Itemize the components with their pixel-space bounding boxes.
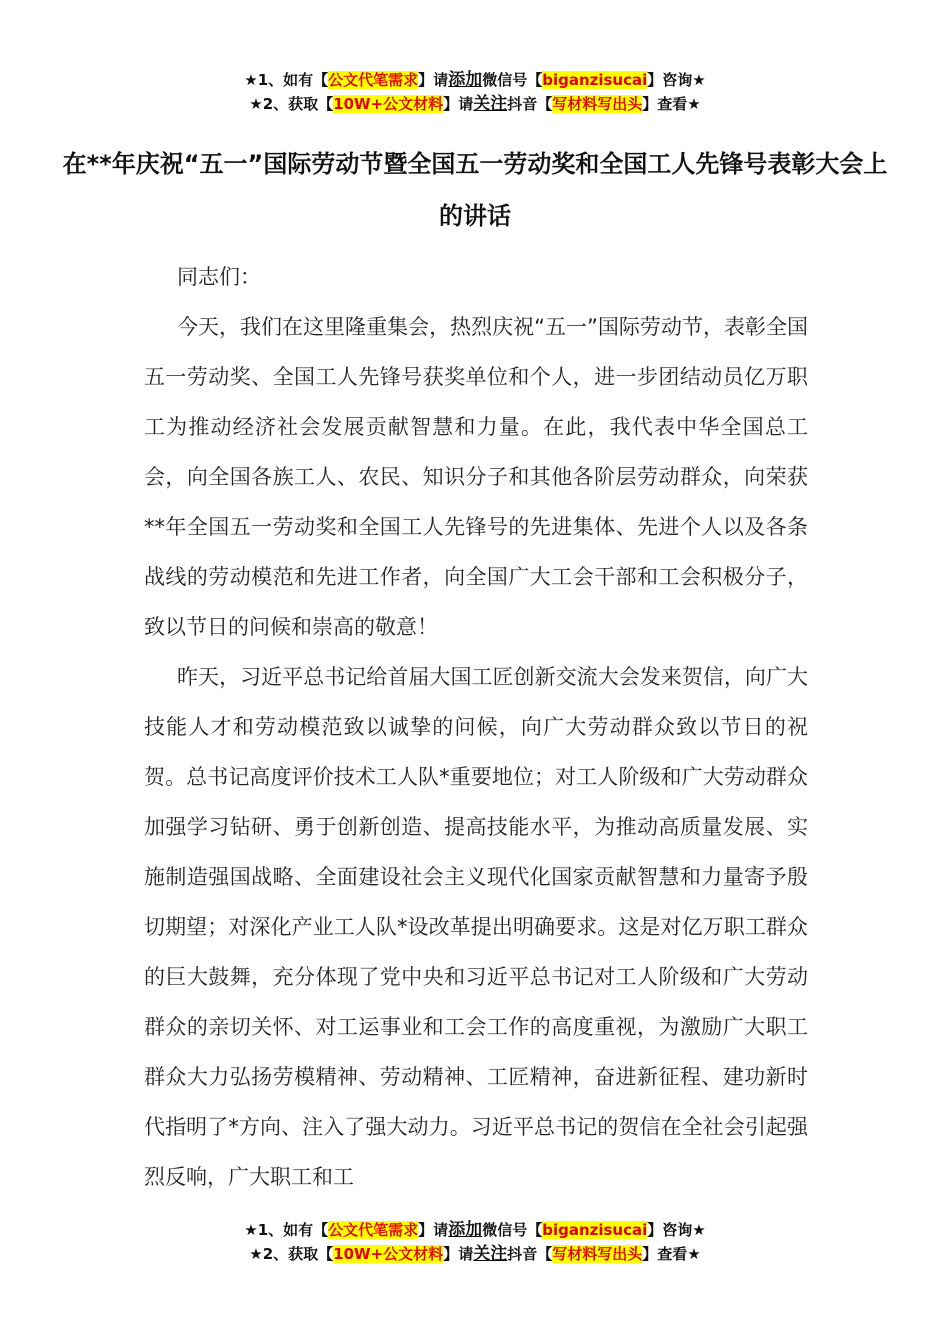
banner-emphasis: 关注 [473,1244,508,1264]
banner-highlight: 公文代笔需求 [328,71,419,89]
banner-emphasis: 关注 [473,94,508,114]
banner-text: 】请 [418,1221,449,1239]
banner-text: 】咨询★ [647,1221,706,1239]
banner-line-1 [0,68,950,92]
banner-highlight: 10W+公文材料 [333,95,444,113]
banner-text: 微信号【 [482,1221,543,1239]
banner-text: 】请 [443,1245,474,1263]
banner-line-1 [0,1218,950,1242]
salutation: 同志们： [177,265,261,289]
banner-text: 】咨询★ [647,71,706,89]
banner-highlight: 公文代笔需求 [328,1221,419,1239]
banner-text: 微信号【 [482,71,543,89]
banner-text: 】查看★ [642,95,701,113]
banner-text: 】查看★ [642,1245,701,1263]
banner-text: ★2、获取【 [249,95,334,113]
header-banner [0,68,950,116]
banner-text: 】请 [418,71,449,89]
banner-line-2 [0,1242,950,1266]
banner-text: ★1、如有【 [244,71,329,89]
banner-highlight: biganzisucai [542,71,648,89]
banner-highlight: 写材料写出头 [552,1245,643,1263]
banner-text: 抖音【 [507,1245,553,1263]
banner-line-2 [0,92,950,116]
document-body [144,252,808,1202]
banner-emphasis: 添加 [448,70,483,90]
banner-emphasis: 添加 [448,1220,483,1240]
banner-highlight: 10W+公文材料 [333,1245,444,1263]
footer-banner [0,1218,950,1266]
paragraph: 昨天，习近平总书记给首届大国工匠创新交流大会发来贺信，向广大技能人才和劳动模范致以诚挚的问候，向广大劳动群众致以节日的祝贺。总书记高度评价技术工人队*重要地位；对工人阶级和广大劳动群众加强学习钻研、勇于创新创造、提高技能水平，为推动高质量发展、实施制造强国战略、全面建设社会主义现代化国家贡献智慧和力量寄予殷切期望；对深化产业工人队*设改革提出明确要求。这是对亿万职工群众的巨大鼓舞，充分体现了党中央和习近平总书记对工人阶级和广大劳动群众的亲切关怀、对工运事业和工会工作的高度重视，为激励广大职工群众大力弘扬劳模精神、劳动精神、工匠精神，奋进新征程、建功新时代指明了*方向、注入了强大动力。习近平总书记的贺信在全社会引起强烈反响，广大职工和工 [144,665,808,1189]
banner-highlight: 写材料写出头 [552,95,643,113]
banner-text: ★1、如有【 [244,1221,329,1239]
paragraph: 今天，我们在这里隆重集会，热烈庆祝“五一”国际劳动节，表彰全国五一劳动奖、全国工人先锋号获奖单位和个人，进一步团结动员亿万职工为推动经济社会发展贡献智慧和力量。在此，我代表中华全国总工会，向全国各族工人、农民、知识分子和其他各阶层劳动群众，向荣获**年全国五一劳动奖和全国工人先锋号的先进集体、先进个人以及各条战线的劳动模范和先进工作者，向全国广大工会干部和工会积极分子，致以节日的问候和崇高的敬意！ [144,315,808,639]
banner-highlight: biganzisucai [542,1221,648,1239]
document-title: 在**年庆祝“五一”国际劳动节暨全国五一劳动奖和全国工人先锋号表彰大会上的讲话 [62,150,888,230]
banner-text: 抖音【 [507,95,553,113]
banner-text: 】请 [443,95,474,113]
banner-text: ★2、获取【 [249,1245,334,1263]
